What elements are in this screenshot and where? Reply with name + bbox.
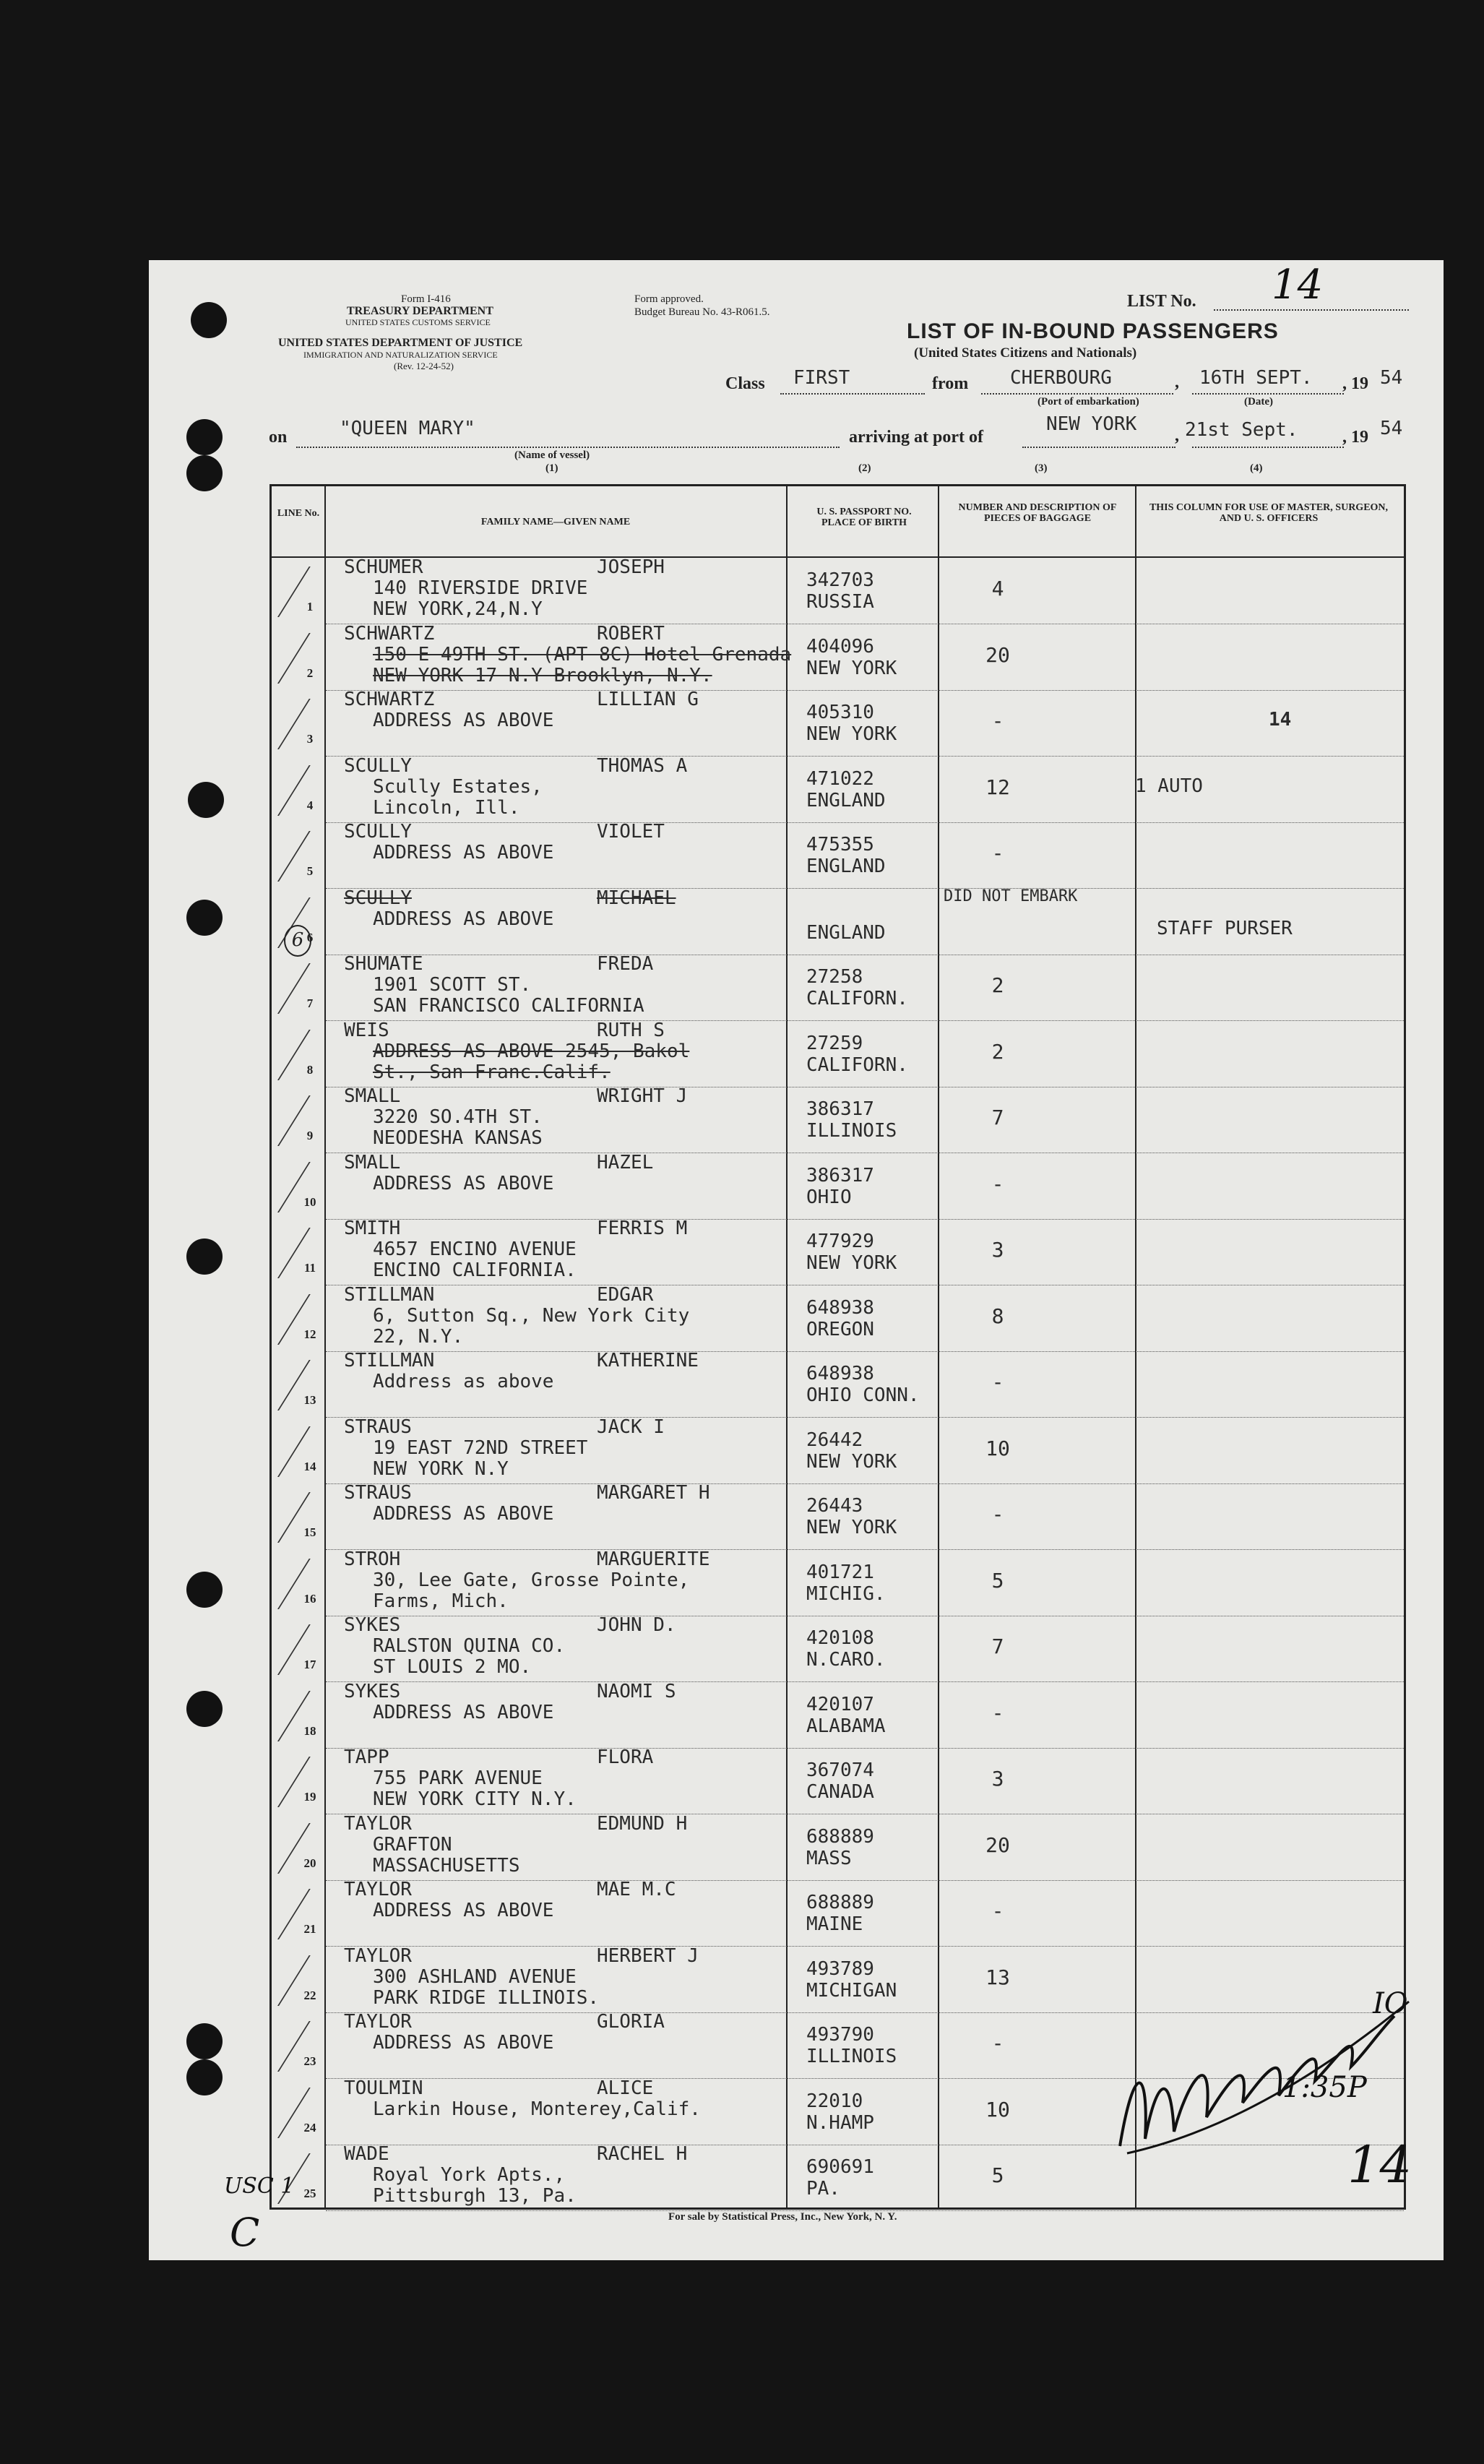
customs-service: UNITED STATES CUSTOMS SERVICE bbox=[345, 317, 491, 327]
table-row bbox=[272, 754, 1404, 823]
passport-number: 648938 bbox=[806, 1296, 874, 1319]
family-name: SCULLY bbox=[344, 887, 412, 909]
place-of-birth: MASS bbox=[806, 1847, 852, 1869]
baggage-count: 12 bbox=[985, 775, 1010, 799]
address-line-2: Farms, Mich. bbox=[373, 1590, 509, 1612]
margin-note: USC 1 bbox=[224, 2174, 295, 2199]
passport-number: 420107 bbox=[806, 1693, 874, 1715]
table-row bbox=[272, 558, 1404, 624]
punch-hole bbox=[186, 900, 223, 936]
punch-hole bbox=[186, 1239, 223, 1275]
table-row bbox=[272, 1219, 1404, 1285]
address-line-1: 4657 ENCINO AVENUE bbox=[373, 1239, 577, 1260]
family-name: STILLMAN bbox=[344, 1350, 435, 1371]
signature-page: 14 bbox=[1347, 2135, 1412, 2194]
table-row bbox=[272, 1418, 1404, 1484]
passport-number: 493789 bbox=[806, 1957, 874, 1980]
family-name: TOULMIN bbox=[344, 2077, 423, 2099]
line-number: 24 bbox=[303, 2120, 316, 2135]
table-row bbox=[272, 1153, 1404, 1220]
place-of-birth: MAINE bbox=[806, 1913, 863, 1935]
form-number: Form I-416 bbox=[401, 293, 451, 305]
officer-note: STAFF PURSER bbox=[1157, 917, 1293, 939]
place-of-birth: CALIFORN. bbox=[806, 1054, 908, 1076]
line-number: 19 bbox=[303, 1790, 316, 1804]
table-row bbox=[272, 1087, 1404, 1153]
header-line-no: LINE No. bbox=[277, 508, 320, 519]
class-value: FIRST bbox=[793, 367, 850, 389]
form-title: LIST OF IN-BOUND PASSENGERS bbox=[907, 319, 1279, 343]
passport-number: 367074 bbox=[806, 1759, 874, 1781]
family-name: STRAUS bbox=[344, 1482, 412, 1504]
departure-date: 16TH SEPT. bbox=[1199, 367, 1313, 389]
passport-number: 688889 bbox=[806, 1825, 874, 1848]
place-of-birth: OHIO bbox=[806, 1186, 852, 1208]
baggage-count: - bbox=[991, 1171, 1004, 1196]
table-row bbox=[272, 889, 1404, 955]
margin-c: C bbox=[230, 2210, 260, 2255]
address-line-2: SAN FRANCISCO CALIFORNIA bbox=[373, 995, 644, 1017]
ins-service: IMMIGRATION AND NATURALIZATION SERVICE bbox=[303, 350, 498, 360]
given-name: FLORA bbox=[597, 1746, 654, 1768]
passport-number: 475355 bbox=[806, 834, 874, 856]
address-line-1: Scully Estates, bbox=[373, 775, 543, 798]
address-line-1: 755 PARK AVENUE bbox=[373, 1767, 543, 1789]
place-of-birth: NEW YORK bbox=[806, 657, 897, 679]
passport-number: 401721 bbox=[806, 1561, 874, 1583]
list-number: 14 bbox=[1272, 262, 1324, 309]
place-of-birth: CALIFORN. bbox=[806, 988, 908, 1009]
officer-note: 14 bbox=[1269, 709, 1292, 731]
arrival-port: NEW YORK bbox=[1046, 413, 1137, 435]
table-row bbox=[272, 822, 1404, 889]
given-name: ALICE bbox=[597, 2077, 654, 2099]
family-name: SCULLY bbox=[344, 821, 412, 843]
departure-year: 54 bbox=[1380, 367, 1403, 389]
line-number: 18 bbox=[303, 1723, 316, 1738]
baggage-count: 13 bbox=[985, 1965, 1010, 1989]
place-of-birth: NEW YORK bbox=[806, 1517, 897, 1538]
passport-number: 648938 bbox=[806, 1363, 874, 1384]
family-name: SMALL bbox=[344, 1151, 401, 1173]
address-line-2: 22, N.Y. bbox=[373, 1325, 464, 1348]
address-line-2: Pittsburgh 13, Pa. bbox=[373, 2185, 577, 2207]
baggage-count: 3 bbox=[991, 1238, 1004, 1262]
from-label: from bbox=[932, 374, 969, 393]
given-name: MAE M.C bbox=[597, 1879, 676, 1900]
given-name: FERRIS M bbox=[597, 1218, 688, 1239]
line-number: 10 bbox=[303, 1194, 316, 1209]
address-line-2: NEW YORK 17 N.Y Brooklyn, N.Y. bbox=[373, 664, 712, 686]
place-of-birth: NEW YORK bbox=[806, 723, 897, 745]
address-line-1: ADDRESS AS ABOVE bbox=[373, 1172, 554, 1194]
budget-bureau: Budget Bureau No. 43-R061.5. bbox=[634, 306, 770, 318]
line-number: 16 bbox=[303, 1591, 316, 1606]
address-line-2: NEW YORK,24,N.Y bbox=[373, 598, 543, 620]
footer-printer: For sale by Statistical Press, Inc., New York, N. Y. bbox=[668, 2211, 897, 2223]
baggage-count: 2 bbox=[991, 973, 1004, 997]
given-name: JOHN D. bbox=[597, 1614, 676, 1636]
address-line-1: ADDRESS AS ABOVE bbox=[373, 2032, 554, 2054]
address-line-2: Lincoln, Ill. bbox=[373, 796, 520, 819]
address-line-2: PARK RIDGE ILLINOIS. bbox=[373, 1986, 600, 2009]
place-of-birth: ENGLAND bbox=[806, 921, 886, 944]
place-of-birth: ILLINOIS bbox=[806, 1120, 897, 1142]
place-of-birth: PA. bbox=[806, 2178, 840, 2200]
address-line-2: MASSACHUSETTS bbox=[373, 1854, 520, 1877]
passport-number: 386317 bbox=[806, 1164, 874, 1186]
given-name: RACHEL H bbox=[597, 2143, 688, 2165]
given-name: ROBERT bbox=[597, 622, 665, 645]
baggage-count: 7 bbox=[991, 1106, 1004, 1129]
line-number: 9 bbox=[306, 1129, 314, 1142]
given-name: EDGAR bbox=[597, 1283, 654, 1306]
punch-hole bbox=[186, 1572, 223, 1608]
line-number: 7 bbox=[306, 996, 314, 1010]
address-line-1: ADDRESS AS ABOVE bbox=[373, 710, 554, 731]
line-number: 13 bbox=[303, 1393, 316, 1407]
place-of-birth: MICHIGAN bbox=[806, 1979, 897, 2002]
table-row bbox=[272, 1682, 1404, 1749]
table-row bbox=[272, 1550, 1404, 1616]
passport-number: 386317 bbox=[806, 1098, 874, 1120]
line-number: 15 bbox=[303, 1525, 316, 1539]
address-line-1: Larkin House, Monterey,Calif. bbox=[373, 2098, 701, 2120]
address-line-1: Royal York Apts., bbox=[373, 2164, 566, 2186]
table-row bbox=[272, 624, 1404, 691]
baggage-count: - bbox=[991, 1370, 1004, 1394]
address-line-1: ADDRESS AS ABOVE 2545, Bakol bbox=[373, 1040, 690, 1062]
place-of-birth: OREGON bbox=[806, 1318, 874, 1340]
address-line-2: ST LOUIS 2 MO. bbox=[373, 1656, 532, 1678]
passport-number: 405310 bbox=[806, 702, 874, 723]
address-line-1: 140 RIVERSIDE DRIVE bbox=[373, 577, 588, 599]
place-of-birth: N.CARO. bbox=[806, 1649, 886, 1671]
baggage-count: 3 bbox=[991, 1767, 1004, 1791]
signature-time: 1:35P bbox=[1282, 2071, 1367, 2104]
passport-number: 471022 bbox=[806, 767, 874, 790]
revision: (Rev. 12-24-52) bbox=[394, 361, 454, 371]
baggage-count: 5 bbox=[991, 2163, 1004, 2187]
line-number: 3 bbox=[306, 732, 314, 746]
punch-hole bbox=[186, 2059, 223, 2095]
place-of-birth: NEW YORK bbox=[806, 1252, 897, 1274]
baggage-count: DID NOT EMBARK bbox=[944, 887, 1078, 905]
baggage-count: 4 bbox=[991, 577, 1004, 600]
baggage-count: - bbox=[991, 2031, 1004, 2055]
year-prefix-2: , 19 bbox=[1342, 428, 1368, 447]
given-name: FREDA bbox=[597, 953, 654, 975]
family-name: SMITH bbox=[344, 1218, 401, 1239]
family-name: STROH bbox=[344, 1548, 401, 1570]
place-of-birth: NEW YORK bbox=[806, 1450, 897, 1473]
line-number: 20 bbox=[303, 1856, 316, 1870]
family-name: TAYLOR bbox=[344, 1812, 412, 1835]
passport-number: 404096 bbox=[806, 635, 874, 658]
table-row bbox=[272, 1483, 1404, 1550]
baggage-count: 10 bbox=[985, 2097, 1010, 2121]
address-line-1: 3220 SO.4TH ST. bbox=[373, 1106, 543, 1128]
punch-hole bbox=[186, 419, 223, 455]
punch-hole bbox=[186, 2023, 223, 2059]
passport-number: 690691 bbox=[806, 2156, 874, 2178]
family-name: SCULLY bbox=[344, 754, 412, 777]
given-name: EDMUND H bbox=[597, 1812, 688, 1835]
baggage-count: 20 bbox=[985, 1832, 1010, 1857]
family-name: WADE bbox=[344, 2143, 389, 2165]
given-name: LILLIAN G bbox=[597, 689, 699, 710]
address-line-2: St., San Franc.Calif. bbox=[373, 1061, 611, 1083]
class-label: Class bbox=[725, 374, 765, 393]
col-marker-2: (2) bbox=[858, 462, 871, 474]
address-line-2: NEW YORK CITY N.Y. bbox=[373, 1788, 577, 1810]
given-name: JOSEPH bbox=[597, 556, 665, 578]
passport-number: 342703 bbox=[806, 569, 874, 591]
family-name: SMALL bbox=[344, 1085, 401, 1107]
address-line-1: RALSTON QUINA CO. bbox=[373, 1635, 566, 1657]
header-passport: U. S. PASSPORT NO. PLACE OF BIRTH bbox=[816, 507, 912, 528]
col-marker-1: (1) bbox=[545, 462, 558, 474]
table-row bbox=[272, 1351, 1404, 1418]
address-line-2: NEODESHA KANSAS bbox=[373, 1127, 543, 1149]
address-line-1: 6, Sutton Sq., New York City bbox=[373, 1304, 690, 1327]
baggage-count: 8 bbox=[991, 1304, 1004, 1328]
passport-number: 27259 bbox=[806, 1032, 863, 1054]
arriving-label: arriving at port of bbox=[849, 428, 983, 447]
vessel-label: (Name of vessel) bbox=[514, 449, 590, 461]
given-name: RUTH S bbox=[597, 1019, 665, 1041]
table-row bbox=[272, 1814, 1404, 1881]
line-number: 21 bbox=[303, 1922, 316, 1936]
form-subtitle: (United States Citizens and Nationals) bbox=[914, 345, 1137, 361]
family-name: TAYLOR bbox=[344, 1944, 412, 1967]
passport-number: 420108 bbox=[806, 1627, 874, 1649]
address-line-1: ADDRESS AS ABOVE bbox=[373, 1900, 554, 1921]
header-name: FAMILY NAME—GIVEN NAME bbox=[480, 517, 631, 527]
address-line-1: GRAFTON bbox=[373, 1833, 452, 1856]
baggage-count: 7 bbox=[991, 1634, 1004, 1658]
given-name: JACK I bbox=[597, 1416, 665, 1438]
passport-number: 493790 bbox=[806, 2024, 874, 2046]
passport-number: 26443 bbox=[806, 1495, 863, 1517]
given-name: MICHAEL bbox=[597, 887, 676, 909]
arrival-year: 54 bbox=[1380, 418, 1403, 439]
comma: , bbox=[1175, 426, 1179, 445]
list-number-label: LIST No. bbox=[1127, 292, 1196, 311]
baggage-count: - bbox=[991, 1700, 1004, 1725]
address-line-1: ADDRESS AS ABOVE bbox=[373, 1701, 554, 1723]
baggage-count: - bbox=[991, 709, 1004, 733]
line-number: 17 bbox=[303, 1658, 316, 1671]
place-of-birth: CANADA bbox=[806, 1781, 874, 1803]
address-line-1: 19 EAST 72ND STREET bbox=[373, 1436, 588, 1459]
address-line-1: 150 E 49TH ST. (APT 8C) Hotel Grenada bbox=[373, 643, 792, 665]
circled-line-six: 6 bbox=[284, 925, 311, 957]
treasury-dept: TREASURY DEPARTMENT bbox=[347, 305, 493, 317]
line-number: 1 bbox=[306, 600, 314, 613]
table-row bbox=[272, 1021, 1404, 1087]
family-name: TAYLOR bbox=[344, 2011, 412, 2033]
place-of-birth: ENGLAND bbox=[806, 789, 886, 811]
family-name: TAYLOR bbox=[344, 1879, 412, 1900]
punch-hole bbox=[186, 1691, 223, 1727]
line-number: 5 bbox=[306, 864, 314, 878]
year-prefix-1: , 19 bbox=[1342, 374, 1368, 393]
family-name: STRAUS bbox=[344, 1416, 412, 1438]
family-name: SHUMATE bbox=[344, 953, 423, 975]
port-embark-label: (Port of embarkation) bbox=[1037, 396, 1139, 408]
place-of-birth: ALABAMA bbox=[806, 1715, 886, 1737]
line-number: 2 bbox=[306, 665, 314, 680]
given-name: VIOLET bbox=[597, 821, 665, 843]
given-name: THOMAS A bbox=[597, 754, 688, 777]
line-number: 14 bbox=[303, 1459, 316, 1473]
family-name: STILLMAN bbox=[344, 1283, 435, 1306]
punch-hole bbox=[188, 782, 224, 818]
given-name: HERBERT J bbox=[597, 1944, 699, 1967]
given-name: HAZEL bbox=[597, 1151, 654, 1173]
header-officers: THIS COLUMN FOR USE OF MASTER, SURGEON, AND U. S. OFFICERS bbox=[1149, 502, 1389, 524]
justice-dept: UNITED STATES DEPARTMENT OF JUSTICE bbox=[278, 337, 523, 349]
family-name: SCHWARTZ bbox=[344, 689, 435, 710]
family-name: WEIS bbox=[344, 1019, 389, 1041]
line-number: 23 bbox=[303, 2054, 316, 2068]
baggage-count: 20 bbox=[985, 642, 1010, 667]
table-row bbox=[272, 690, 1404, 757]
given-name: MARGUERITE bbox=[597, 1548, 710, 1570]
on-label: on bbox=[269, 428, 288, 447]
passport-number: 688889 bbox=[806, 1892, 874, 1913]
family-name: SYKES bbox=[344, 1680, 401, 1702]
family-name: SYKES bbox=[344, 1614, 401, 1636]
given-name: KATHERINE bbox=[597, 1350, 699, 1371]
table-row bbox=[272, 1880, 1404, 1947]
given-name: GLORIA bbox=[597, 2011, 665, 2033]
place-of-birth: ENGLAND bbox=[806, 856, 886, 877]
table-row bbox=[272, 1616, 1404, 1682]
vessel-name: "QUEEN MARY" bbox=[340, 418, 475, 439]
date-label: (Date) bbox=[1244, 396, 1273, 408]
col-marker-4: (4) bbox=[1250, 462, 1263, 474]
table-row bbox=[272, 1748, 1404, 1814]
passport-number: 22010 bbox=[806, 2090, 863, 2112]
baggage-count: - bbox=[991, 1899, 1004, 1923]
line-number: 8 bbox=[306, 1062, 314, 1077]
family-name: SCHUMER bbox=[344, 556, 423, 578]
address-line-1: 300 ASHLAND AVENUE bbox=[373, 1965, 577, 1988]
form-approved: Form approved. bbox=[634, 293, 704, 305]
place-of-birth: OHIO CONN. bbox=[806, 1384, 920, 1406]
signature-io: IO bbox=[1373, 1987, 1408, 2020]
passport-number: 477929 bbox=[806, 1231, 874, 1252]
line-number: 12 bbox=[303, 1327, 316, 1341]
baggage-count: 2 bbox=[991, 1039, 1004, 1064]
baggage-count: 5 bbox=[991, 1568, 1004, 1593]
family-name: SCHWARTZ bbox=[344, 622, 435, 645]
passenger-table bbox=[269, 484, 1406, 2210]
officer-note: 1 AUTO bbox=[1135, 775, 1203, 797]
table-row bbox=[272, 1285, 1404, 1352]
line-number: 11 bbox=[303, 1261, 316, 1275]
line-number: 22 bbox=[303, 1988, 316, 2002]
address-line-1: ADDRESS AS ABOVE bbox=[373, 1503, 554, 1525]
arrival-date: 21st Sept. bbox=[1185, 419, 1298, 441]
address-line-1: 1901 SCOTT ST. bbox=[373, 974, 532, 996]
address-line-1: Address as above bbox=[373, 1371, 554, 1392]
col-marker-3: (3) bbox=[1035, 462, 1048, 474]
embarkation-port: CHERBOURG bbox=[1010, 367, 1112, 389]
place-of-birth: ILLINOIS bbox=[806, 2046, 897, 2067]
passport-number: 27258 bbox=[806, 966, 863, 988]
address-line-2: NEW YORK N.Y bbox=[373, 1457, 509, 1480]
address-line-2: ENCINO CALIFORNIA. bbox=[373, 1259, 577, 1281]
passport-number: 26442 bbox=[806, 1429, 863, 1451]
punch-hole bbox=[191, 302, 227, 338]
given-name: NAOMI S bbox=[597, 1680, 676, 1702]
punch-hole bbox=[186, 455, 223, 491]
table-row bbox=[272, 955, 1404, 1021]
comma: , bbox=[1175, 373, 1179, 392]
baggage-count: - bbox=[991, 1502, 1004, 1526]
place-of-birth: RUSSIA bbox=[806, 591, 874, 613]
line-number: 25 bbox=[303, 2187, 316, 2200]
place-of-birth: MICHIG. bbox=[806, 1582, 886, 1605]
baggage-count: 10 bbox=[985, 1436, 1010, 1460]
header-baggage: NUMBER AND DESCRIPTION OF PIECES OF BAGGAGE bbox=[958, 502, 1117, 524]
given-name: WRIGHT J bbox=[597, 1085, 688, 1107]
line-number: 6 bbox=[306, 930, 314, 944]
address-line-1: ADDRESS AS ABOVE bbox=[373, 908, 554, 930]
place-of-birth: N.HAMP bbox=[806, 2111, 874, 2134]
address-line-1: 30, Lee Gate, Grosse Pointe, bbox=[373, 1569, 690, 1591]
given-name: MARGARET H bbox=[597, 1482, 710, 1504]
family-name: TAPP bbox=[344, 1746, 389, 1768]
line-number: 4 bbox=[306, 798, 314, 812]
address-line-1: ADDRESS AS ABOVE bbox=[373, 842, 554, 863]
baggage-count: - bbox=[991, 841, 1004, 865]
